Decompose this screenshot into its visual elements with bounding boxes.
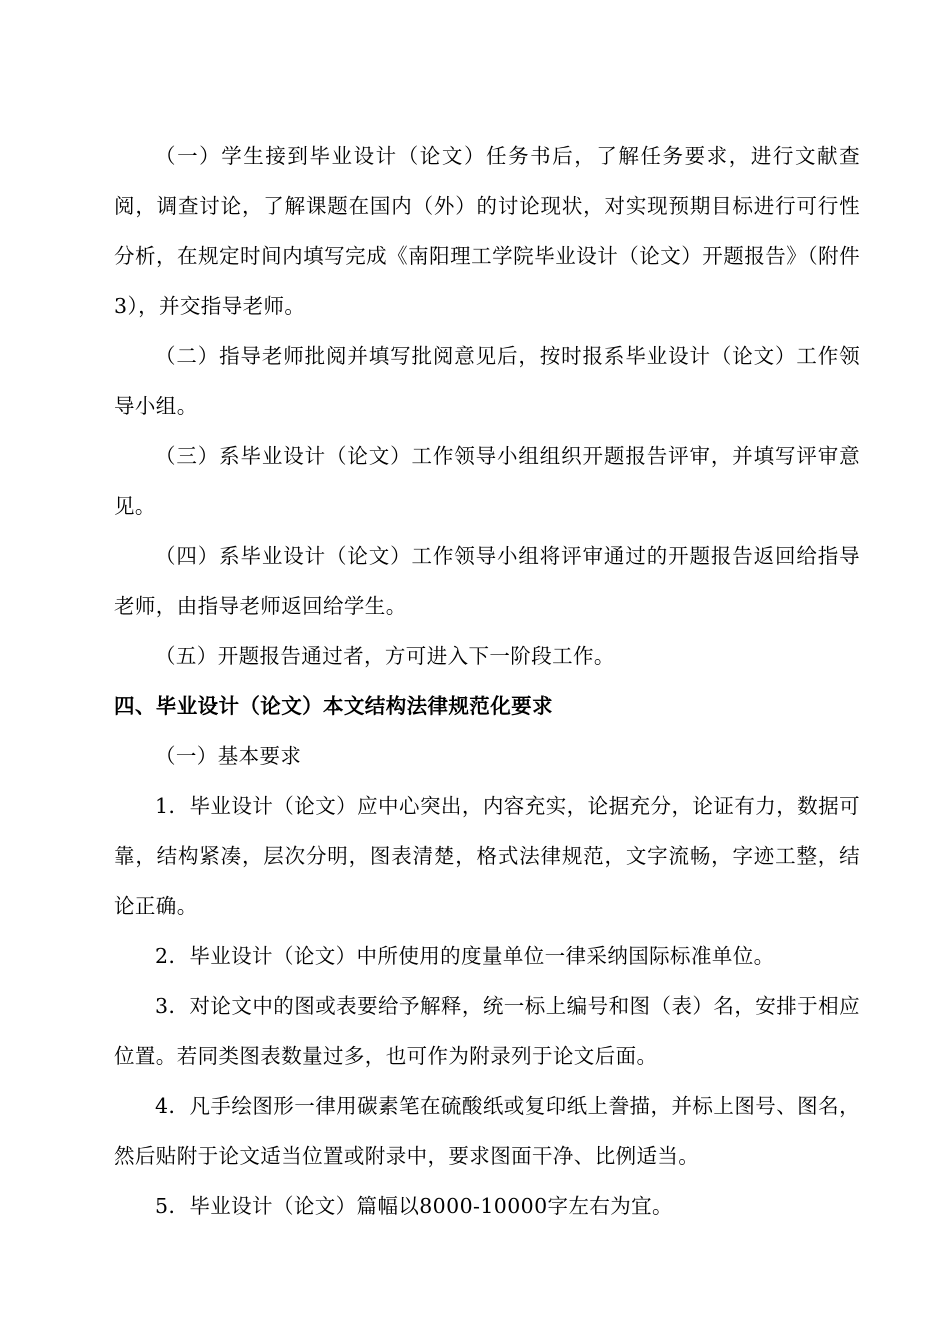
subsection-heading: （一）基本要求 xyxy=(155,744,302,768)
section-heading: 四、毕业设计（论文）本文结构法律规范化要求 xyxy=(114,694,553,718)
requirement-item-3: 3．对论文中的图或表要给予解释，统一标上编号和图（表）名，安排于相应位置。若同类图表数量过多，也可作为附录列于论文后面。 xyxy=(114,994,860,1068)
requirement-item-4: 4．凡手绘图形一律用碳素笔在硫酸纸或复印纸上誊描，并标上图号、图名，然后贴附于论文适当位置或附录中，要求图面干净、比例适当。 xyxy=(114,1094,860,1168)
requirement-item-2: 2．毕业设计（论文）中所使用的度量单位一律采纳国际标准单位。 xyxy=(155,944,775,968)
paragraph-4: （四）系毕业设计（论文）工作领导小组将评审通过的开题报告返回给指导老师，由指导老师返回给学生。 xyxy=(114,544,860,618)
requirement-item-5: 5．毕业设计（论文）篇幅以8000-10000字左右为宜。 xyxy=(155,1194,673,1218)
requirement-item-1: 1．毕业设计（论文）应中心突出，内容充实，论据充分，论证有力，数据可靠，结构紧凑，层次分明，图表清楚，格式法律规范，文字流畅，字迹工整，结论正确。 xyxy=(114,794,860,918)
paragraph-2: （二）指导老师批阅并填写批阅意见后，按时报系毕业设计（论文）工作领导小组。 xyxy=(114,344,860,418)
paragraph-5: （五）开题报告通过者，方可进入下一阶段工作。 xyxy=(155,644,615,668)
paragraph-1: （一）学生接到毕业设计（论文）任务书后，了解任务要求，进行文献查阅，调查讨论，了解课题在国内（外）的讨论现状，对实现预期目标进行可行性分析，在规定时间内填写完成《南阳理工学院毕业设计（论文）开题报告》（附件3），并交指导老师。 xyxy=(114,144,860,318)
paragraph-3: （三）系毕业设计（论文）工作领导小组组织开题报告评审，并填写评审意见。 xyxy=(114,444,860,518)
